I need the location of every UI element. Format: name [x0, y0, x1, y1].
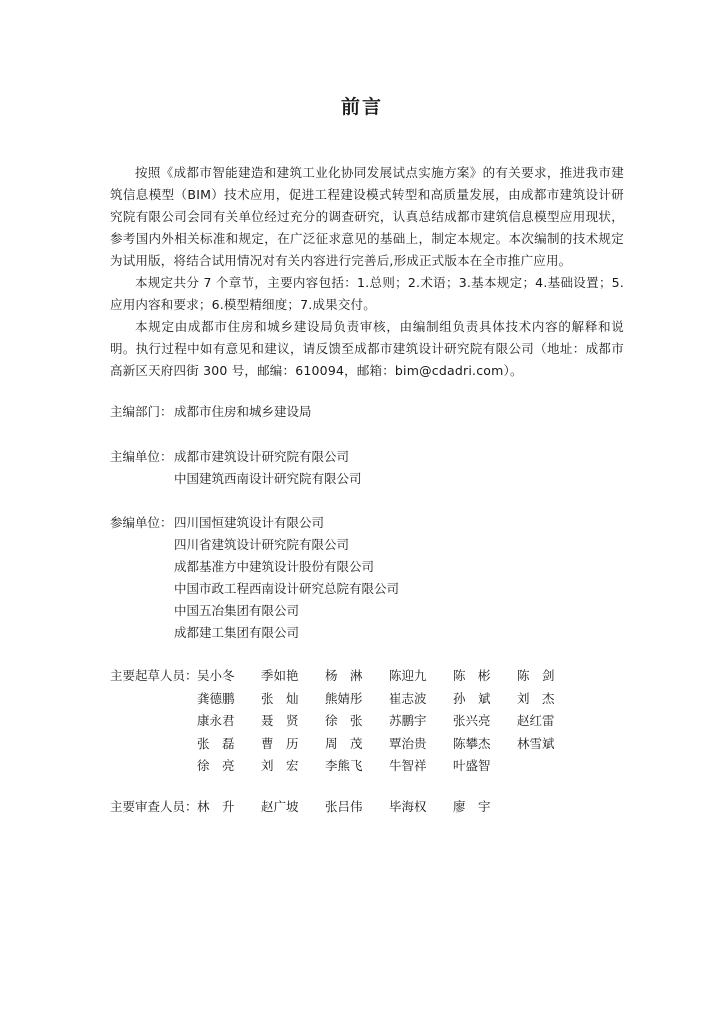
participating-units-label: 参编单位：	[110, 515, 173, 530]
person-name: 张 灿	[261, 690, 299, 706]
person-name: 吴小冬	[197, 668, 235, 683]
person-name: 廖 宇	[453, 799, 491, 814]
person-name: 覃治贵	[389, 735, 427, 751]
chief-units-list	[174, 446, 362, 490]
person-name: 陈 剑	[517, 668, 555, 683]
drafters-label: 主要起草人员：	[110, 668, 198, 683]
drafters-row	[197, 733, 581, 756]
person-name: 徐 亮	[197, 758, 235, 773]
chief-dept-label: 主编部门：	[110, 404, 173, 419]
person-name: 崔志波	[389, 690, 427, 706]
person-name: 陈 彬	[453, 668, 491, 683]
person-name: 曹 历	[261, 735, 299, 751]
drafters-row	[197, 755, 581, 778]
person-name: 季如艳	[261, 668, 299, 683]
org-item: 成都建工集团有限公司	[174, 625, 300, 640]
intro-paragraph: 本规定共分 7 个章节，主要内容包括：1.总则；2.术语；3.基本规定；4.基础设置；5.应用内容和要求；6.模型精细度；7.成果交付。	[110, 275, 624, 312]
person-name: 叶盛智	[453, 758, 491, 773]
person-name: 苏鹏宇	[389, 713, 427, 728]
participating-units-list	[174, 512, 399, 644]
chief-dept-row	[110, 401, 312, 423]
person-name: 熊婧彤	[325, 690, 363, 706]
person-name: 龚德鹏	[197, 690, 235, 706]
person-name: 周 茂	[325, 735, 363, 751]
org-item: 中国市政工程西南设计研究总院有限公司	[174, 581, 400, 596]
person-name: 林 升	[197, 799, 235, 814]
org-item: 四川国恒建筑设计有限公司	[174, 515, 325, 530]
chief-units-label: 主编单位：	[110, 449, 173, 464]
person-name: 赵广坡	[261, 799, 299, 814]
drafters-row	[197, 665, 581, 688]
org-item: 成都市建筑设计研究院有限公司	[174, 449, 350, 464]
person-name: 毕海权	[389, 799, 427, 814]
person-name: 赵红雷	[517, 713, 555, 728]
person-name: 陈迎九	[389, 668, 427, 683]
reviewers-grid	[197, 796, 517, 819]
person-name: 孙 斌	[453, 690, 491, 706]
person-name: 陈攀杰	[453, 735, 491, 751]
org-item: 成都基准方中建筑设计股份有限公司	[174, 559, 375, 574]
reviewers-row	[197, 796, 517, 819]
person-name: 刘 杰	[517, 690, 555, 706]
page-title: 前言	[340, 96, 383, 118]
person-name: 牛智祥	[389, 758, 427, 773]
person-name: 刘 宏	[261, 758, 299, 773]
chief-dept-value: 成都市住房和城乡建设局	[174, 404, 312, 419]
person-name: 李熊飞	[325, 758, 363, 773]
person-name: 康永君	[197, 713, 235, 728]
drafters-grid	[197, 665, 581, 778]
person-name: 林雪斌	[517, 735, 555, 751]
drafters-row	[197, 710, 581, 733]
person-name: 聂 贤	[261, 713, 299, 728]
person-name: 张吕伟	[325, 799, 363, 814]
intro-section	[110, 162, 624, 382]
drafters-row	[197, 688, 581, 711]
reviewers-label: 主要审查人员：	[110, 799, 198, 814]
intro-paragraph: 本规定由成都市住房和城乡建设局负责审核，由编制组负责具体技术内容的解释和说明。执行过程中如有意见和建议，请反馈至成都市建筑设计研究院有限公司（地址：成都市高新区天府四街 300 号，邮编：610094，邮箱：bim@cdadri.com）。	[110, 319, 624, 378]
person-name: 张 磊	[197, 735, 235, 751]
intro-paragraph: 按照《成都市智能建造和建筑工业化协同发展试点实施方案》的有关要求，推进我市建筑信息模型（BIM）技术应用，促进工程建设模式转型和高质量发展，由成都市建筑设计研究院有限公司会同有关单位经过充分的调查研究，认真总结成都市建筑信息模型应用现状，参考国内外相关标准和规定，在广泛征求意见的基础上，制定本规定。本次编制的技术规定为试用版，将结合试用情况对有关内容进行完善后,形成正式版本在全市推广应用。	[110, 165, 624, 268]
org-item: 中国建筑西南设计研究院有限公司	[174, 471, 362, 486]
person-name: 张兴亮	[453, 713, 491, 728]
person-name: 杨 淋	[325, 668, 363, 683]
person-name: 徐 张	[325, 713, 363, 728]
org-item: 四川省建筑设计研究院有限公司	[174, 537, 350, 552]
org-item: 中国五冶集团有限公司	[174, 603, 300, 618]
